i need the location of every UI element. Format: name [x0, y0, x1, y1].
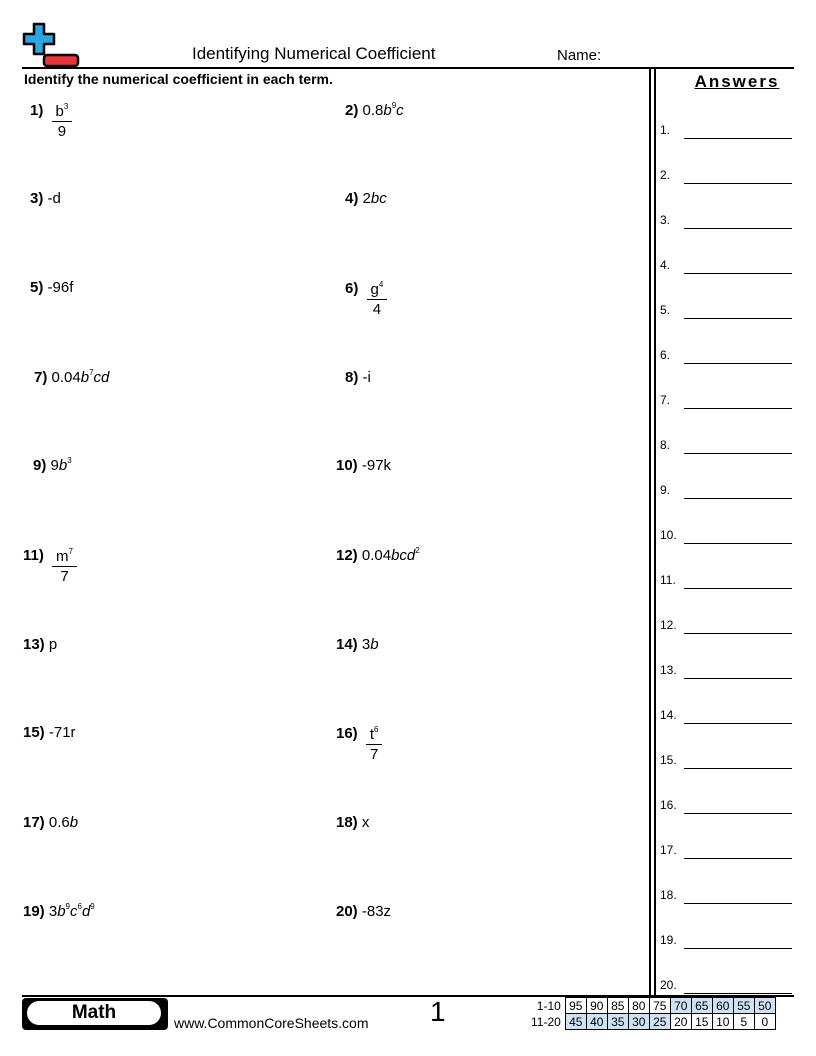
answer-blank[interactable] [684, 273, 792, 274]
answer-label: 19. [660, 933, 677, 947]
answer-blank[interactable] [684, 408, 792, 409]
problem-19: 19) $3b^9c^6d^9$ [23, 902, 95, 920]
answer-label: 20. [660, 978, 677, 992]
answer-label: 6. [660, 348, 671, 362]
answer-label: 4. [660, 258, 671, 272]
score-cell: 80 [628, 998, 649, 1014]
answer-label: 17. [660, 843, 677, 857]
name-label: Name: [557, 47, 602, 64]
answer-blank[interactable] [684, 903, 792, 904]
header-divider [22, 67, 794, 69]
problem-11: 11) $\frac{m^7}{7}$ [23, 547, 77, 586]
problem-18: 18) x [336, 814, 370, 831]
score-cell: 60 [712, 998, 733, 1014]
problem-15: 15) -71r [23, 724, 76, 741]
answer-label: 16. [660, 798, 677, 812]
answer-blank[interactable] [684, 588, 792, 589]
answer-label: 5. [660, 303, 671, 317]
answer-blank[interactable] [684, 813, 792, 814]
score-cell: 0 [754, 1014, 775, 1030]
problem-12: 12) 0.04bcd$^2$ [336, 546, 420, 564]
score-row-label: 1-10 [536, 998, 561, 1013]
problem-20: 20) -83z [336, 903, 392, 920]
score-row [528, 998, 775, 1014]
answer-blank[interactable] [684, 318, 792, 319]
problem-13: 13) p [23, 636, 58, 653]
score-cell: 15 [691, 1014, 712, 1030]
fraction: $\frac{m^7}{7}$ [52, 547, 77, 586]
score-cell: 50 [754, 998, 775, 1014]
score-cell: 55 [733, 998, 754, 1014]
answer-blank[interactable] [684, 678, 792, 679]
problem-7: 7) $0.04b^7cd$ [34, 368, 110, 386]
answer-blank[interactable] [684, 363, 792, 364]
score-cell: 10 [712, 1014, 733, 1030]
score-cell: 25 [649, 1014, 670, 1030]
answer-blank[interactable] [684, 543, 792, 544]
answer-blank[interactable] [684, 183, 792, 184]
problem-3: 3) -d [30, 190, 61, 207]
problem-9: 9) $9b^3$ [33, 456, 72, 474]
answer-label: 11. [660, 573, 676, 587]
score-cell: 20 [670, 1014, 691, 1030]
answer-blank[interactable] [684, 993, 792, 994]
answer-label: 12. [660, 618, 677, 632]
score-cell: 5 [733, 1014, 754, 1030]
fraction: $\frac{t^6}{7}$ [366, 725, 383, 764]
answer-blank[interactable] [684, 723, 792, 724]
problem-4: 4) 2bc [345, 190, 387, 207]
score-cell: 65 [691, 998, 712, 1014]
answer-blank[interactable] [684, 453, 792, 454]
score-row [528, 1014, 775, 1030]
answer-label: 3. [660, 213, 671, 227]
score-cell: 75 [649, 998, 670, 1014]
problem-17: 17) 0.6b [23, 814, 79, 831]
answer-label: 2. [660, 168, 671, 182]
worksheet-title: Identifying Numerical Coefficient [192, 44, 436, 63]
score-cell: 40 [586, 1014, 607, 1030]
score-cell: 90 [586, 998, 607, 1014]
score-cell: 30 [628, 1014, 649, 1030]
answer-label: 9. [660, 483, 671, 497]
problem-6: 6) $\frac{g^4}{4}$ [345, 280, 387, 319]
score-cell: 35 [607, 1014, 628, 1030]
fraction: $\frac{g^4}{4}$ [367, 280, 388, 319]
answer-blank[interactable] [684, 633, 792, 634]
answer-column-divider [649, 68, 651, 996]
score-cell: 70 [670, 998, 691, 1014]
answer-label: 18. [660, 888, 677, 902]
score-cell: 95 [565, 998, 586, 1014]
fraction: $\frac{b^3}{9}$ [52, 102, 73, 141]
answer-label: 10. [660, 528, 677, 542]
answer-label: 14. [660, 708, 677, 722]
problem-8: 8) -i [345, 369, 371, 386]
subject-badge: Math [24, 998, 164, 1028]
problem-16: 16) $\frac{t^6}{7}$ [336, 725, 382, 764]
answer-blank[interactable] [684, 138, 792, 139]
problem-1: 1) $\frac{b^3}{9}$ [30, 102, 72, 141]
answer-label: 8. [660, 438, 671, 452]
answers-title: Answers [694, 72, 780, 91]
answer-blank[interactable] [684, 498, 792, 499]
website-url: www.CommonCoreSheets.com [174, 1015, 369, 1031]
problem-5: 5) -96f [30, 279, 74, 296]
answer-blank[interactable] [684, 858, 792, 859]
plus-minus-logo-icon [22, 22, 80, 68]
answer-label: 13. [660, 663, 677, 677]
problem-10: 10) -97k [336, 457, 392, 474]
problem-14: 14) 3b [336, 636, 379, 653]
answer-blank[interactable] [684, 228, 792, 229]
page-number: 1 [430, 996, 446, 1027]
score-table [528, 997, 776, 1030]
score-row-label: 11-20 [531, 1014, 561, 1029]
answer-label: 15. [660, 753, 677, 767]
answer-column-divider [654, 68, 656, 996]
instructions: Identify the numerical coefficient in each term. [24, 71, 333, 87]
problem-2: 2) $0.8b^9c$ [345, 101, 404, 119]
answer-blank[interactable] [684, 768, 792, 769]
score-cell: 45 [565, 1014, 586, 1030]
answer-label: 1. [660, 123, 671, 137]
score-cell: 85 [607, 998, 628, 1014]
answer-label: 7. [660, 393, 671, 407]
answer-blank[interactable] [684, 948, 792, 949]
